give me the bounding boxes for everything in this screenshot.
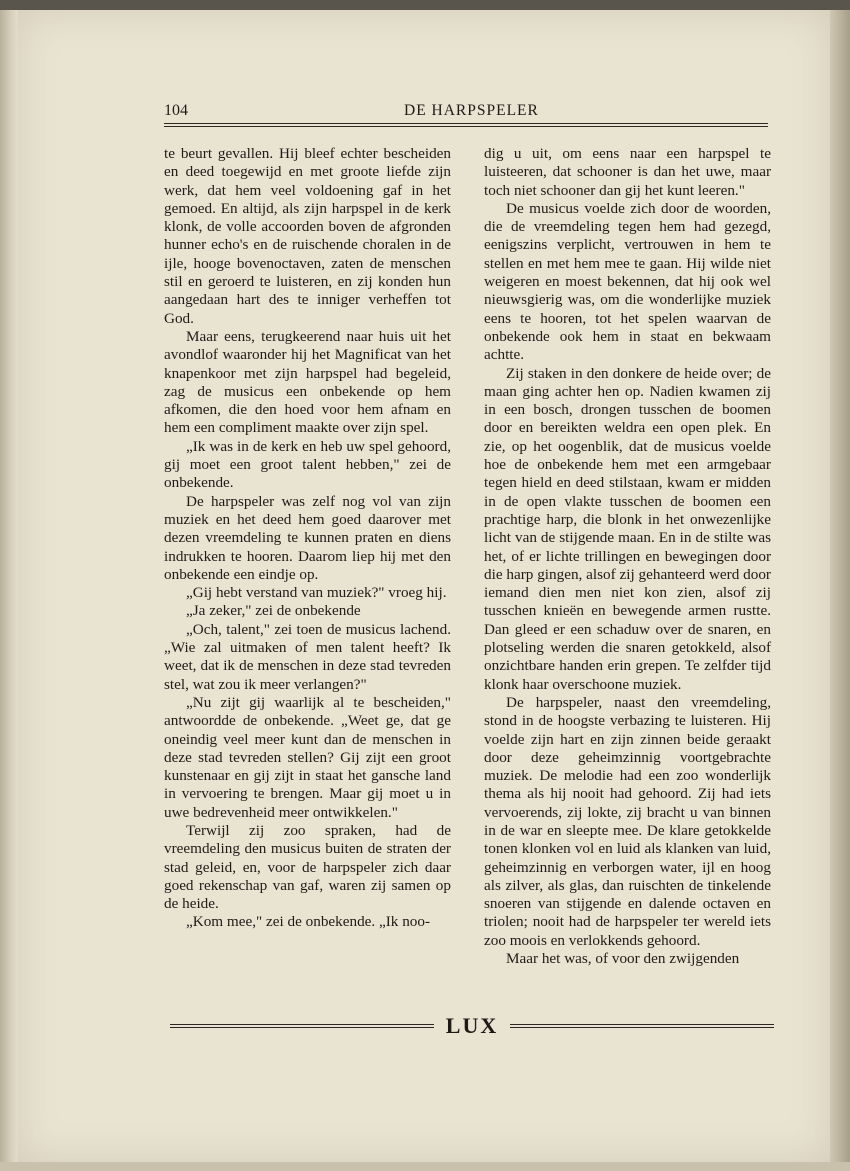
header-rule	[164, 123, 768, 124]
page-stack-left-edge	[0, 0, 18, 1171]
footer-rule-right	[510, 1024, 774, 1025]
paragraph: „Kom mee," zei de onbekende. „Ik noo-	[186, 913, 431, 931]
paragraph: De harpspeler, naast den vreemdeling, stond in de hoogste verbazing te luisteren. Hij voelde zijn hart en zijn zinnen beide geraakt door deze geheimzinnig voortgebrachte muziek. De melodie had een zoo wonderlijk thema als hij nooit had gehoord. Zij had iets vervoerends, zij lokte, zij bracht u van binnen in de war en sleepte mee. De klare getokkelde tonen klonken vol en luid als klanken van luid, geheimzinnig en verborgen water, ijl en hoog als zilver, als glas, dan ruischten de tinkelende snoeren van stijgende en dalende octaven en triolen; nooit had de harpspeler ter wereld iets zoo moois en verlokkends gehoord.	[484, 693, 771, 949]
paragraph: „Gij hebt verstand van muziek?" vroeg hij.	[186, 584, 447, 602]
text-column-left	[164, 145, 451, 932]
paragraph: Maar eens, terugkeerend naar huis uit het avondlof waaronder hij het Magnificat van het knapenkoor met zijn harpspel had begeleid, zag de musicus een onbekende op hem afkomen, die den hoed voor hem afnam en hem een compliment maakte over zijn spel.	[164, 327, 451, 437]
paragraph: „Ik was in de kerk en heb uw spel gehoord, gij moet een groot talent hebben," zei de onbekende.	[164, 437, 451, 492]
footer-magazine-title: LUX	[445, 1013, 499, 1038]
paragraph: Terwijl zij zoo spraken, had de vreemdeling den musicus buiten de straten der stad geleid, en, voor de harpspeler zich daar goed rekenschap van gaf, waren zij samen op de heide.	[164, 821, 451, 913]
paragraph: De musicus voelde zich door de woorden, die de vreemdeling tegen hem had gezegd, eenigszins verplicht, vertrouwen in hem te stellen en met hem mee te gaan. Hij wilde niet weigeren en moest bekennen, dat hij ook wel nieuwsgierig was, om die wonderlijke muziek eens te hooren, tot het spelen waarvan de onbekende ook hem in staat en bekwaam achtte.	[484, 199, 771, 364]
page-header	[164, 102, 768, 124]
paragraph: De harpspeler was zelf nog vol van zijn muziek en het deed hem goed daarover met dezen vreemdeling te kunnen praten en diens indrukken te hooren. Daarom liep hij met den onbekende een eindje op.	[164, 492, 451, 583]
page-number: 104	[164, 102, 188, 119]
paragraph: te beurt gevallen. Hij bleef echter bescheiden en deed toegewijd en met groote liefde zijn werk, dat hem veel voldoening gaf in het gemoed. En altijd, als zijn harpspel in de kerk klonk, de volle accoorden boven de afgronden hunner echo's en de ruischende choralen in de ijle, hooge bovenoctaven, zaten de menschen stil en geroerd te luisteren, en zij konden hun aangedaan hart des te inniger verheffen tot God.	[164, 145, 451, 327]
paragraph: „Och, talent," zei toen de musicus lachend. „Wie zal uitmaken of men talent heeft? Ik weet, dat ik de menschen in deze stad tevreden stel, wat zou ik meer verlangen?"	[164, 620, 451, 693]
paragraph: Maar het was, of voor den zwijgenden	[506, 950, 740, 968]
scan-bottom-border	[0, 1162, 850, 1171]
paragraph: „Ja zeker," zei de onbekende	[186, 602, 361, 620]
page-footer	[170, 1013, 774, 1038]
text-column-right	[484, 145, 771, 968]
footer-rule-right-double	[510, 1027, 774, 1028]
paragraph: Zij staken in den donkere de heide over; de maan ging achter hen op. Nadien kwamen zij in een bosch, drongen tusschen de boomen door en bereikten weldra een open plek. En zie, op het oogenblik, dat de musicus voelde hoe de onbekende hem met een armgebaar tegen hield en deed stilstaan, kwam er midden in de open vlakte tusschen de boomen een prachtige harp, die blonk in het onwezenlijke licht van de stijgende maan. En in de stilte was het, of er lichte trillingen en bewegingen door die harp gingen, alsof zij gehanteerd werd door iemand dien men niet kon zien, alsof zij tusschen knieën en bewegende armen rustte. Dan gleed er een schaduw over de snaren, en plotseling werden die snaren getokkeld, alsof onzichtbare handen erin grepen. Te zelfder tijd klonk haar overschoone muziek.	[484, 364, 771, 693]
running-title: DE HARPSPELER	[404, 102, 539, 119]
footer-rule-left	[170, 1024, 434, 1025]
page-stack-right-edge	[830, 0, 850, 1171]
footer-rule-left-double	[170, 1027, 434, 1028]
scan-top-border	[0, 0, 850, 10]
header-rule-double	[164, 126, 768, 127]
paragraph: dig u uit, om eens naar een harpspel te luisteeren, dat schooner is dan het uwe, maar toch niet schooner dan gij het kunt leeren."	[484, 145, 771, 199]
paragraph: „Nu zijt gij waarlijk al te bescheiden," antwoordde de onbekende. „Weet ge, dat ge oneindig veel meer kunt dan de menschen in deze stad tevreden stellen? Gij zijt een groot kunstenaar en gij zijt in staat het gansche land in vervoering te brengen. Maar gij moet u in uwe bedrevenheid meer ontwikkelen."	[164, 693, 451, 821]
